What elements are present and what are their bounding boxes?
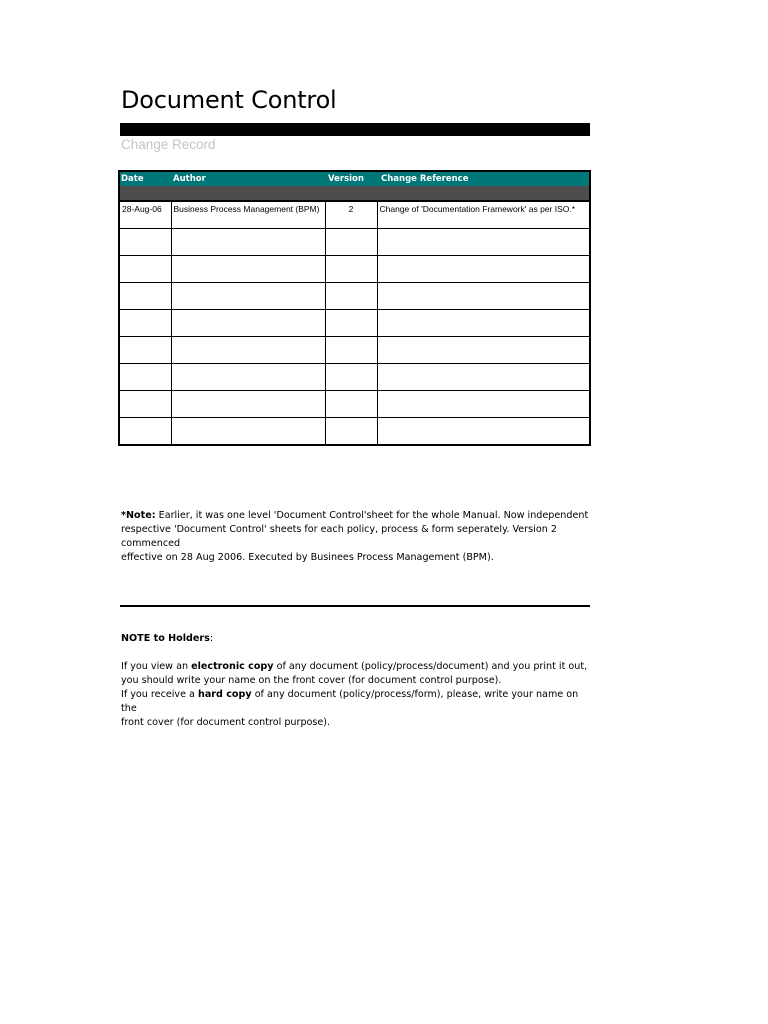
cell-date bbox=[119, 418, 171, 446]
cell-version bbox=[325, 310, 377, 337]
table-row bbox=[119, 310, 590, 337]
cell-version: 2 bbox=[325, 201, 377, 229]
holders-note bbox=[121, 632, 591, 730]
cell-change-reference bbox=[377, 283, 590, 310]
cell-date bbox=[119, 229, 171, 256]
cell-author bbox=[171, 229, 325, 256]
holders-p2-emphasis: hard copy bbox=[197, 689, 252, 700]
cell-author bbox=[171, 418, 325, 446]
cell-date bbox=[119, 256, 171, 283]
header-change-reference: Change Reference bbox=[381, 174, 469, 184]
cell-author bbox=[171, 310, 325, 337]
cell-change-reference bbox=[377, 418, 590, 446]
cell-change-reference bbox=[377, 310, 590, 337]
cell-date bbox=[119, 310, 171, 337]
footnote bbox=[121, 509, 601, 565]
table-header-row bbox=[118, 170, 591, 186]
holders-p2-text-a: If you receive a bbox=[121, 689, 198, 700]
cell-change-reference bbox=[377, 337, 590, 364]
table-row bbox=[119, 201, 590, 229]
cell-change-reference bbox=[377, 391, 590, 418]
cell-author bbox=[171, 364, 325, 391]
table-row bbox=[119, 256, 590, 283]
cell-date: 28-Aug-06 bbox=[119, 201, 171, 229]
cell-change-reference bbox=[377, 364, 590, 391]
cell-author bbox=[171, 337, 325, 364]
header-version: Version bbox=[328, 174, 364, 184]
table-header-spacer bbox=[118, 186, 591, 200]
header-author: Author bbox=[173, 174, 206, 184]
cell-date bbox=[119, 391, 171, 418]
cell-date bbox=[119, 364, 171, 391]
holders-label: NOTE to Holders bbox=[121, 633, 210, 644]
footnote-line-2: respective 'Document Control' sheets for each policy, process & form seperately. Version 2 commenced bbox=[121, 524, 557, 549]
table-row bbox=[119, 391, 590, 418]
cell-change-reference bbox=[377, 256, 590, 283]
holders-p1-text-a: If you view an bbox=[121, 661, 192, 672]
holders-p2-text-c: of any document (policy/process/form), please, write your name on the bbox=[121, 689, 579, 714]
cell-date bbox=[119, 283, 171, 310]
holders-p1-emphasis: electronic copy bbox=[191, 661, 274, 672]
table-row bbox=[119, 364, 590, 391]
holders-label-suffix: : bbox=[209, 633, 214, 644]
footnote-line-1: Earlier, it was one level 'Document Control'sheet for the whole Manual. Now independent bbox=[155, 510, 589, 521]
holders-paragraph-2 bbox=[121, 688, 591, 730]
cell-version bbox=[325, 364, 377, 391]
section-divider bbox=[120, 605, 590, 607]
page-title: Document Control bbox=[121, 86, 337, 114]
cell-author bbox=[171, 283, 325, 310]
table-row bbox=[119, 283, 590, 310]
cell-version bbox=[325, 391, 377, 418]
cell-version bbox=[325, 283, 377, 310]
title-divider-bar bbox=[120, 123, 590, 136]
holders-p1-text-d: you should write your name on the front cover (for document control purpose). bbox=[121, 675, 502, 686]
cell-author: Business Process Management (BPM) bbox=[171, 201, 325, 229]
holders-p2-text-d: front cover (for document control purpose). bbox=[121, 717, 331, 728]
section-subtitle: Change Record bbox=[121, 137, 216, 152]
footnote-lead: *Note: bbox=[121, 510, 156, 521]
table-row bbox=[119, 337, 590, 364]
cell-version bbox=[325, 418, 377, 446]
cell-author bbox=[171, 391, 325, 418]
cell-date bbox=[119, 337, 171, 364]
holders-p1-text-c: of any document (policy/process/document) and you print it out, bbox=[273, 661, 588, 672]
cell-author bbox=[171, 256, 325, 283]
table-row bbox=[119, 229, 590, 256]
table-row bbox=[119, 418, 590, 446]
cell-version bbox=[325, 256, 377, 283]
cell-change-reference: Change of 'Documentation Framework' as per ISO.* bbox=[377, 201, 590, 229]
change-record-table bbox=[118, 170, 591, 446]
header-date: Date bbox=[121, 174, 144, 184]
holders-paragraph-1 bbox=[121, 660, 591, 688]
cell-version bbox=[325, 229, 377, 256]
cell-version bbox=[325, 337, 377, 364]
footnote-line-3: effective on 28 Aug 2006. Executed by Businees Process Management (BPM). bbox=[121, 552, 494, 563]
change-record-grid bbox=[118, 200, 591, 446]
cell-change-reference bbox=[377, 229, 590, 256]
